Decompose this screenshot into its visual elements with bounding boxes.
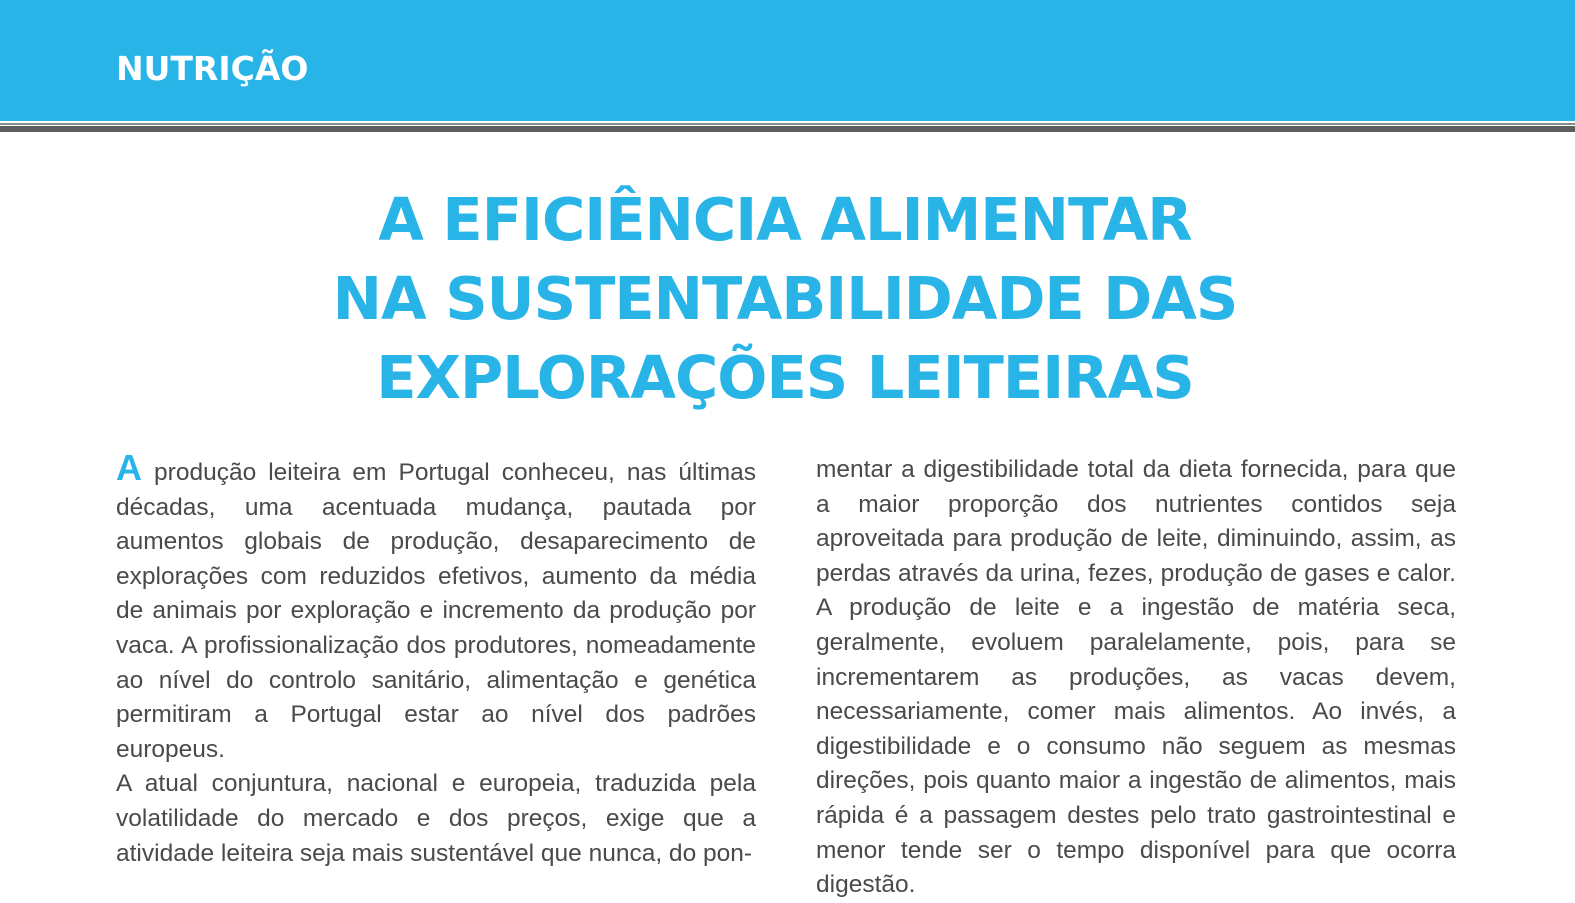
article-title-line-3: EXPLORAÇÕES LEITEIRAS (376, 343, 1194, 412)
paragraph-context: A atual conjuntura, nacional e europeia, traduzida pela volatilidade do mercado e dos preços, exige que a atividade leiteira seja mais sustentável que nunca, do pon- (116, 770, 756, 867)
drop-cap: A (116, 447, 142, 488)
article-title (0, 180, 1570, 417)
header-divider-thin (0, 123, 1575, 125)
header-divider-thick (0, 126, 1575, 132)
article-title-line-2: NA SUSTENTABILIDADE DAS (332, 264, 1238, 333)
article-column-right (816, 453, 1456, 903)
section-label: NUTRIÇÃO (116, 49, 309, 88)
paragraph-intro (116, 447, 756, 767)
paragraph-digestibility: mentar a digestibilidade total da dieta fornecida, para que a maior proporção dos nutrientes contidos seja aproveitada para produção de leite, diminuindo, assim, as perdas através da urina, fezes, produção de gases e calor. A produção de leite e a ingestão de matéria seca, geralmente, evoluem paralelamente, pois, para se incrementarem as produções, as vacas devem, necessariamente, comer mais alimentos. Ao invés, a digestibilidade e o consumo não seguem as mesmas direções, pois quanto maior a ingestão de alimentos, mais rápida é a passagem destes pelo trato gastrointestinal e menor tende ser o tempo disponível para que ocorra digestão. (816, 456, 1456, 899)
article-column-left (116, 447, 756, 871)
article-title-line-1: A EFICIÊNCIA ALIMENTAR (378, 185, 1192, 254)
paragraph-intro-text: produção leiteira em Portugal conheceu, nas últimas décadas, uma acentuada mudança, pautada por aumentos globais de produção, desaparecimento de explorações com reduzidos efetivos, aumento da média de animais por exploração e incremento da produção por vaca. A profissionalização dos produtores, nomeadamente ao nível do controlo sanitário, alimentação e genética permitiram a Portugal estar ao nível dos padrões europeus. (116, 459, 756, 763)
